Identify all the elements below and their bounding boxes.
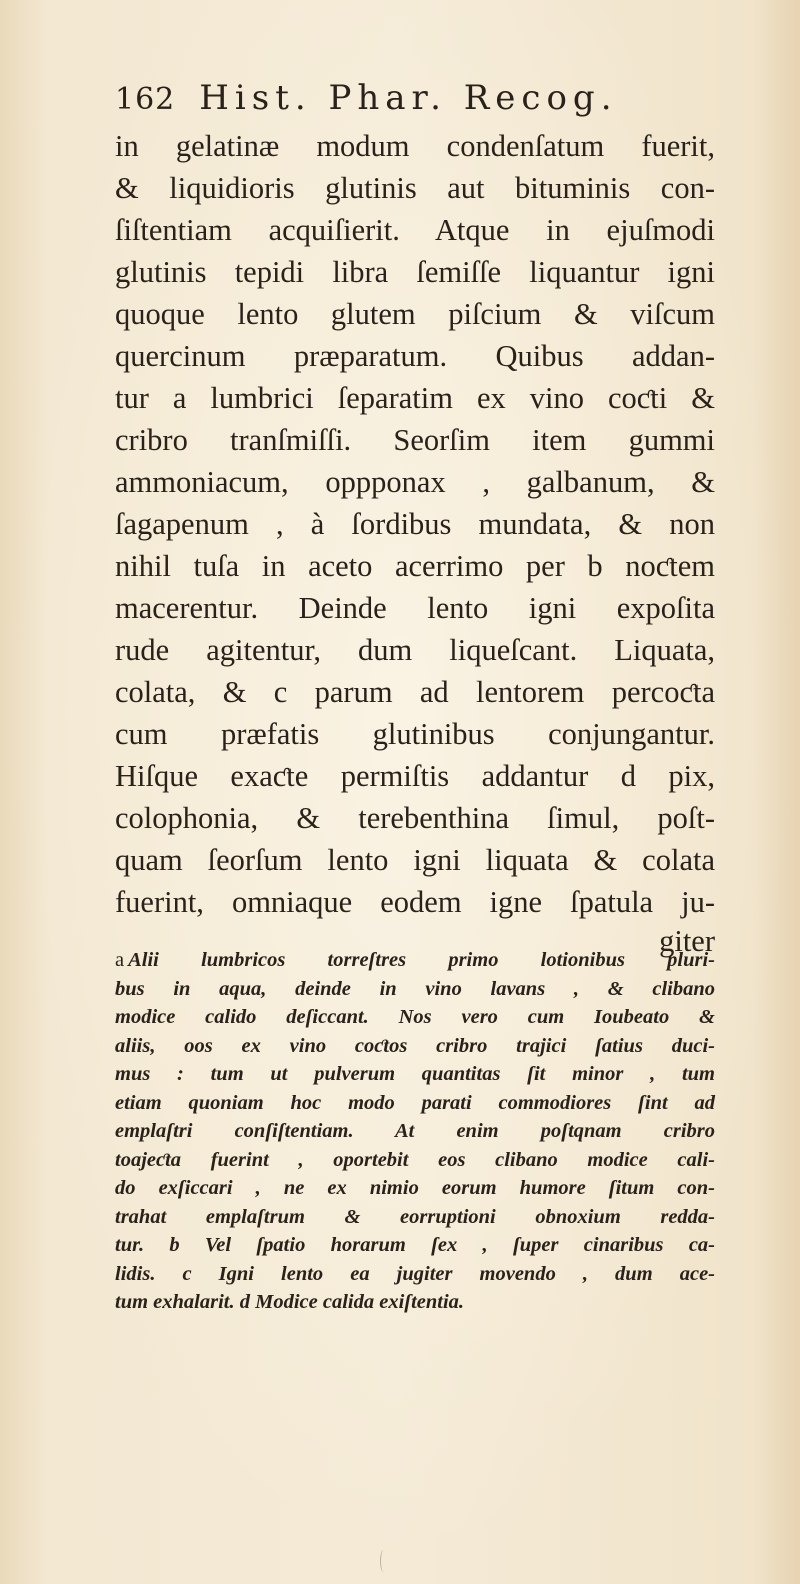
text-line: macerentur. Deinde lento igni expoſita	[115, 591, 715, 625]
footnote-text: lidis. c Igni lento ea jugiter movendo , dum ace-	[115, 1262, 715, 1285]
text-line: colata, & c parum ad lentorem percoƈta	[115, 675, 715, 709]
text-line: & liquidioris glutinis aut bituminis con-	[115, 171, 715, 205]
text-line: in gelatinæ modum condenſatum fuerit,	[115, 129, 715, 163]
footnote-line	[115, 1174, 715, 1203]
text-line: rude agitentur, dum liqueſcant. Liquata,	[115, 633, 715, 667]
text-line: ſiſtentiam acquiſierit. Atque in ejuſmodi	[115, 213, 715, 247]
footnote-text: etiam quoniam hoc modo parati commodiores ſint ad	[115, 1091, 715, 1114]
text-line: colophonia, & terebenthina ſimul, poſt-	[115, 801, 715, 835]
footnote-text: toajeƈta fuerint , oportebit eos clibano modice cali-	[115, 1148, 715, 1171]
footnote-text: bus in aqua, deinde in vino lavans , & clibano	[115, 977, 715, 1000]
text-line: quam ſeorſum lento igni liquata & colata	[115, 843, 715, 877]
footnote-line	[115, 1032, 715, 1061]
text-line: Hiſque exaƈte permiſtis addantur d pix,	[115, 759, 715, 793]
footnote-text: do exſiccari , ne ex nimio eorum humore ſitum con-	[115, 1177, 715, 1199]
footnote-line	[115, 1203, 715, 1232]
footnote-text: modice calido deſiccant. Nos vero cum Ioubeato &	[115, 1006, 715, 1028]
footnote-line	[115, 946, 715, 975]
footnote-mark: a	[115, 949, 125, 971]
paper-mark	[380, 1550, 387, 1572]
footnote-text: tur. b Vel ſpatio horarum ſex , ſuper cinaribus ca-	[115, 1234, 715, 1256]
footnote-line	[115, 1060, 715, 1089]
footnote-text: tum exhalarit. d Modice calida exiſtentia.	[115, 1291, 465, 1313]
text-line: glutinis tepidi libra ſemiſſe liquantur igni	[115, 255, 715, 289]
footnote-line	[115, 1231, 715, 1260]
footnote-line	[115, 1260, 715, 1289]
footnote-text: trahat emplaſtrum & eorruptioni obnoxium redda-	[115, 1205, 715, 1228]
page-number: 162	[115, 82, 176, 117]
footnote-line	[115, 1089, 715, 1118]
footnote-text: Alii lumbricos torreſtres primo lotionibus pluri-	[128, 949, 715, 971]
text-line: ſagapenum , à ſordibus mundata, & non	[115, 507, 715, 541]
text-line: ammoniacum, oppponax , galbanum, &	[115, 465, 715, 499]
text-line: quercinum præparatum. Quibus addan-	[115, 339, 715, 373]
text-line: nihil tuſa in aceto acerrimo per b noƈtem	[115, 549, 715, 583]
footnote-text: mus : tum ut pulverum quantitas ſit minor , tum	[115, 1063, 715, 1085]
running-header	[115, 78, 715, 128]
footnotes	[115, 946, 715, 1317]
footnote-line	[115, 1003, 715, 1032]
running-title: Hist. Phar. Recog.	[199, 78, 618, 118]
text-line: fuerint, omniaque eodem igne ſpatula ju-	[115, 885, 715, 919]
footnote-line	[115, 975, 715, 1004]
footnote-text: aliis, oos ex vino coƈtos cribro trajici ſatius duci-	[115, 1034, 715, 1057]
text-line: quoque lento glutem piſcium & viſcum	[115, 297, 715, 331]
footnote-line	[115, 1288, 715, 1317]
catchword: giter	[659, 924, 715, 958]
footnote-line	[115, 1146, 715, 1175]
footnote-line	[115, 1117, 715, 1146]
text-line: cum præfatis glutinibus conjungantur.	[115, 717, 715, 751]
main-text	[115, 125, 715, 959]
text-line: tur a lumbrici ſeparatim ex vino coƈti &	[115, 381, 715, 415]
footnote-text: emplaſtri conſiſtentiam. At enim poſtqnam cribro	[115, 1120, 715, 1142]
text-line: cribro tranſmiſſi. Seorſim item gummi	[115, 423, 715, 457]
